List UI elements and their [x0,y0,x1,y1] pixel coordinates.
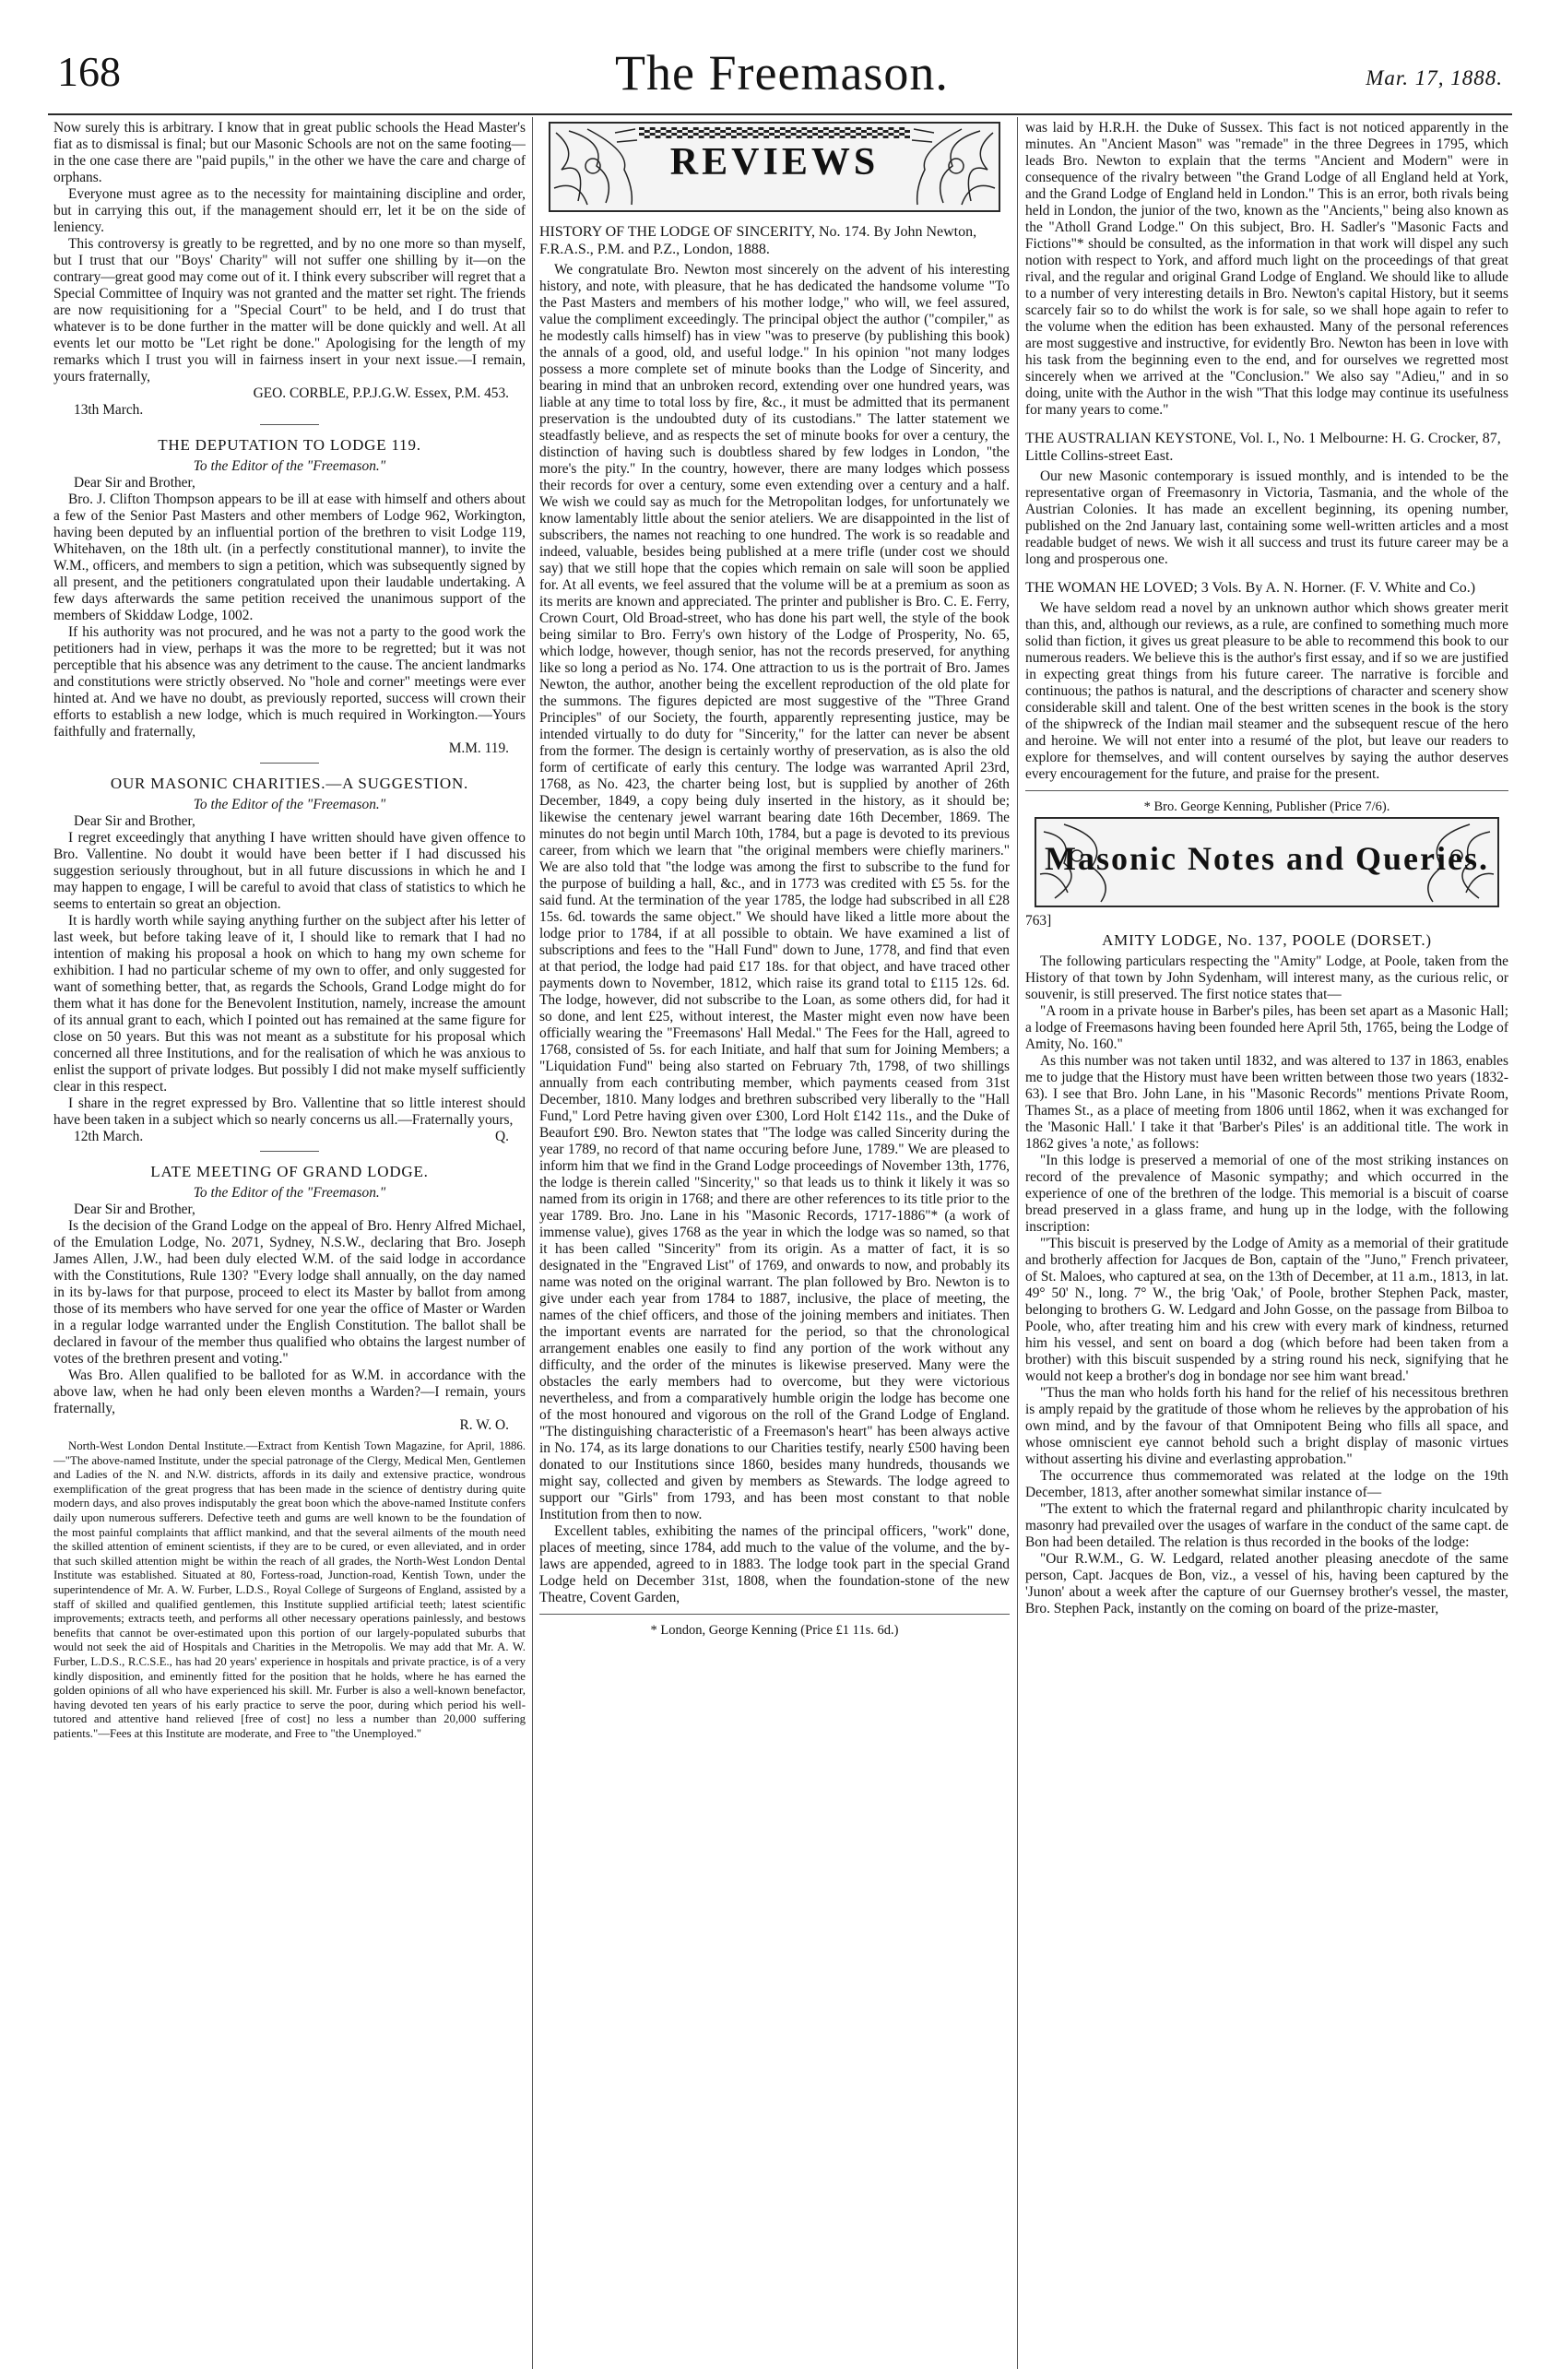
issue-date: Mar. 17, 1888. [1366,66,1503,89]
review-title: THE AUSTRALIAN KEYSTONE, Vol. I., No. 1 Melbourne: H. G. Crocker, 87, Little Collins-street East. [1025,431,1501,464]
letter-title: THE DEPUTATION TO LODGE 119. [158,436,421,454]
paragraph: "'This biscuit is preserved by the Lodge of Amity as a memorial of their gratitude and brotherly affection for Jacques de Bon, captain of the "Juno," French privateer, of St. Maloes, who captured at sea, on the 13th of December, at 11 a.m., 1813, in lat. 49° 50' N., long. 7° W., the brig 'Oak,' of Poole, brother Stephen Pack, master, belonging to brothers G. W. Ledgard and John Gosse, on the passage from Bilboa to Poole, who, after treating him and his crew with every mark of kindness, returned him his vessel, and sent on board a dog (which before had been taken from a brother) with this biscuit suspended by a string round his neck, signifying that he would not keep a brother's dog in bondage nor see him want bread.' [1025,1236,1508,1384]
signature: M.M. 119. [448,740,509,756]
paragraph: I share in the regret expressed by Bro. Vallentine that so little interest should have been taken in a subject which so nearly concerns us all.—Fraternally yours, [53,1095,526,1128]
paragraph: This controversy is greatly to be regretted, and by no one more so than myself, but I trust that our "Boys' Charity" will not suffer one shilling by it—on the contrary—great good may come out of it. I think every subscriber will regret that a Special Committee of Inquiry was not granted and the matter set right. The friends are now requisitioning for a "Special Court" to be held, and I do trust that whatever is to be done further in the matter will be done quickly and well. At all events let our motto be "Let right be done." Apologising for the length of my remarks which I trust you will in fairness insert in your next issue.—I remain, yours fraternally, [53,236,526,385]
header-rule [48,113,1512,115]
checker-border-top-icon [639,127,910,138]
paragraph: Is the decision of the Grand Lodge on the appeal of Bro. Henry Alfred Michael, of the Emulation Lodge, No. 2071, Sydney, N.S.W., declaring that Bro. Joseph James Allen, J.W., had been duly elected W.M. of the said lodge in accordance with the Constitutions, Rule 130? "Every lodge shall annually, on the day named in its by-laws for that purpose, proceed to elect its Master by ballot from among those of its members who have served for one year the office of Master or Warden in a regular lodge warranted under the English Constitution. The ballot shall be declared in favour of the member thus qualified who obtains the largest number of votes of the brethren present and voting." [53,1218,526,1367]
separator [260,424,319,425]
letter-title: OUR MASONIC CHARITIES.—A SUGGESTION. [110,775,469,792]
letter-date-text: 12th March. [74,1129,144,1144]
paragraph: We have seldom read a novel by an unknown author which shows greater merit than this, and, although our reviews, as a rule, are confined to something much more solid than fiction, it gives us great pleasure to be able to recommend this book to our numerous readers. We believe this is the author's first essay, and if so we are justified in expecting great things from his future career. The narrative is forcible and continuous; the pathos is natural, and the descriptions of character and scenery show considerable skill and talent. One of the best written scenes in the book is the story of the shipwreck of the Indian mail steamer and the subsequent rescue of the hero and heroine. We will not enter into a resumé of the plot, but leave our readers to explore for themselves, and will content ourselves by saying the author deserves every encouragement for the future, and praise for the present. [1025,600,1508,782]
advertisement-dental: North-West London Dental Institute.—Extract from Kentish Town Magazine, for April, 1886.—"The above-named Institute, under the special patronage of the Clergy, Medical Men, Gentlemen and Ladies of the N. and N.W. districts, affords in its daily and extensive practice, wondrous exemplification of the great progress that has been made in the science of dentistry during quite modern days, and also proves indisputably the great boon which the above-named Institute confers daily upon numerous sufferers. Defective teeth and gums are well known to be the foundation of the most painful complaints that afflict mankind, and that the several ailments of the mouth need the skilled attention of eminent scientists, if they are to be cured, or even alleviated, and in order that such skilled attention might be within the reach of all grades, the North-West London Dental Institute was established. Situated at 80, Fortess-road, Junction-road, Kentish Town, under the superintendence of Mr. A. W. Furber, L.D.S., Royal College of Surgeons of England, assisted by a staff of skilled and qualified gentlemen, this Institute supplied artificial teeth; latest scientific improvements; extracts teeth, and performs all other necessary operations painlessly, and bestows benefits that cannot be over-estimated upon this portion of our largely-populated suburbs that would not seek the aid of Hospitals and Charities in the Metropolis. We may add that Mr. A. W. Furber, L.D.S., R.C.S.E., has had 20 years' experience in hospitals and private practice, is of a very kindly disposition, and eminently fitted for the position that he holds, where he has earned the golden opinions of all who have experienced his skill. Mr. Furber is also a well-known benefactor, having devoted ten years of his early practice to serve the poor, during which period his well-tutored and attentive hand relieved [free of cost] no less a number than 20,000 suffering patients."—Fees at this Institute are moderate, and Free to "the Unemployed." [53,1439,526,1740]
paragraph: "Our R.W.M., G. W. Ledgard, related another pleasing anecdote of the same person, Capt. Jacques de Bon, viz., a vessel of his, having been captured by the 'Junon' about a week after the capture of our Guernsey brother's vessel, the master, Bro. Stephen Pack, instantly on the coming on board of the prize-master, [1025,1551,1508,1616]
paragraph: Everyone must agree as to the necessity for maintaining discipline and order, but in carrying this out, if the management should err, let it be on the side of leniency. [53,186,526,235]
paragraph: "A room in a private house in Barber's piles, has been set apart as a Masonic Hall; a lodge of Freemasons having been founded here April 5th, 1765, being the Lodge of Amity, No. 160." [1025,1003,1508,1052]
paragraph: I regret exceedingly that anything I have written should have given offence to Bro. Vallentine. No doubt it would have been better if I had discussed his suggestion seriously throughout, but in all future discussions in which he and I may happen to engage, I will be careful to avoid that class of statistics to which he seems to entertain so great an objection. [53,830,526,912]
letter-title: LATE MEETING OF GRAND LODGE. [150,1163,429,1180]
column-left [53,120,526,2370]
page-number: 168 [57,48,121,95]
paragraph: "In this lodge is preserved a memorial of one of the most striking instances on record of the prevalence of Masonic sympathy; and which occurred in the experience of one of the brethren of the lodge. This memorial is a biscuit of coarse bread preserved in a glass frame, and hung up in the lodge, with the following inscription: [1025,1153,1508,1235]
salutation: Dear Sir and Brother, [74,813,195,829]
masthead-title: The Freemason. [615,45,949,101]
signature: Q. [495,1129,509,1144]
column-divider [532,117,533,2369]
paragraph: Was Bro. Allen qualified to be balloted for as W.M. in accordance with the above law, when he had only been eleven months a Warden?—I remain, yours fraternally, [53,1368,526,1416]
signature: GEO. CORBLE, P.P.J.G.W. Essex, P.M. 453. [253,385,509,401]
signature: R. W. O. [459,1417,509,1433]
paragraph: Excellent tables, exhibiting the names of the principal officers, "work" done, places of meeting, since 1784, add much to the value of the volume, and the by-laws are appended, agreed to in 1883. The lodge took part in the special Grand Lodge held on December 31st, 1808, when the foundation-stone of the new Theatre, Covent Garden, [539,1523,1010,1605]
page-header [53,46,1510,107]
letter-date [53,1129,526,1145]
review-title: HISTORY OF THE LODGE OF SINCERITY, No. 174. By John Newton, F.R.A.S., P.M. and P.Z., London, 1888. [539,224,977,257]
paragraph: The occurrence thus commemorated was related at the lodge on the 19th December, 1813, after another somewhat similar instance of— [1025,1468,1508,1500]
letter-date: 13th March. [74,402,144,418]
paragraph: If his authority was not procured, and he was not a party to the good work the petitioners had in view, perhaps it was the more to be regretted; but it was not perceptible that his absence was any detriment to the cause. The ancient landmarks and constitutions were strictly observed. No "hole and corner" meetings were ever hinted at. And we have no doubt, as previously reported, success will crown their efforts to establish a new lodge, which is much required in Workington.—Yours faithfully and fraternally, [53,624,526,740]
paragraph: Our new Masonic contemporary is issued monthly, and is intended to be the representative organ of Freemasonry in Victoria, Tasmania, and the whole of the Austrian Colonies. It has made an excellent beginning, its opening number, published on the 2nd January last, containing some well-written articles and a most readable budget of news. We wish it all success and trust its future career may be a long and prosperous one. [1025,468,1508,567]
paragraph: "The extent to which the fraternal regard and philanthropic charity inculcated by masonry had prevailed over the usages of warfare in the conduct of the same capt. de Bon had been detailed. The relation is thus recorded in the books of the lodge: [1025,1501,1508,1550]
review-title: THE WOMAN HE LOVED; 3 Vols. By A. N. Horner. (F. V. White and Co.) [1025,580,1476,596]
salutation: Dear Sir and Brother, [74,475,195,491]
banner-title: REVIEWS [669,141,880,184]
paragraph: The following particulars respecting the "Amity" Lodge, at Poole, taken from the History of that town by John Sydenham, will interest many, as the curious relic, or souvenir, is still preserved. The first notice states that— [1025,953,1508,1002]
notes-queries-banner [1035,817,1499,907]
paragraph: As this number was not taken until 1832, and was altered to 137 in 1863, enables me to judge that the History must have been written between those two years (1832-63). I see that Bro. John Lane, in his "Masonic Records" mentions Private Room, Thames St., as a place of meeting from 1806 until 1862, when it was exchanged for the 'Masonic Hall.' I take it that 'Barber's Piles' is an additional title. The work in 1862 gives 'a note,' as follows: [1025,1053,1508,1152]
paragraph: Now surely this is arbitrary. I know that in great public schools the Head Master's fiat as to dismissal is final; but our Masonic Schools are not on the same footing—in the one case there are "paid pupils," in the other we have the care and charge of orphans. [53,120,526,185]
separator [260,763,319,764]
footnote: * Bro. George Kenning, Publisher (Price 7/6). [1143,799,1390,814]
query-title: AMITY LODGE, No. 137, POOLE (DORSET.) [1102,931,1432,949]
letter-addressee: To the Editor of the "Freemason." [193,1185,386,1201]
separator [539,1614,1010,1615]
letter-addressee: To the Editor of the "Freemason." [193,797,386,812]
letter-addressee: To the Editor of the "Freemason." [193,458,386,474]
banner-title: Masonic Notes and Queries. [1045,840,1489,877]
paragraph: We congratulate Bro. Newton most sincerely on the advent of his interesting history, and note, with pleasure, that he has dedicated the handsome volume "To the Past Masters and members of his mother lodge," who will, we feel assured, value the compliment exceedingly. The principal object the author ("compiler," as he modestly calls himself) has in view "was to preserve (by publishing this book) the annals of a good, old, and useful lodge." In his opinion "not many lodges possess a more complete set of minute books than the Lodge of Sincerity, and bearing in mind that an unbroken record, extending over one hundred years, was liable at any time to total loss by fire, &c., it must be admitted that its permanent preservation is the undoubted duty of its custodians." The latter statement we steadfastly believe, and as respects the set of minute books for over a century, the distinction of having such is doubtless shared by few lodges in London, "the more's the pity." In the country, however, there are many lodges which possess their records for over a century, some even extending over a century and a half. We wish we could say as much for the Metropolitan lodges, for unfortunately we know lamentably little about the senior ateliers. We are disappointed in the list of subscribers, the names not reaching to one hundred. The work is so readable and indeed, valuable, besides being published at a mere trifle (under cost we should say) that we still hope that the copies which remain on sale will soon be applied for. At all events, we feel assured that the volume will be at a premium as soon as its merits are known and appreciated. The printer and publisher is Bro. C. E. Ferry, Crown Court, Old Broad-street, who has done his part well, the style of the book being similar to Bro. Ferry's own history of the Lodge of Prosperity, No. 65, which lodge, however, though senior, has not the records preserved, for anything like so long a period as No. 174. One attraction to us is the portrait of Bro. James Newton, the author, another being the excellent reproduction of the old plate for the summons. The figures depicted are most suggestive of the "Three Grand Principles" of our Society, the fourth, apparently representing justice, may be intended virtually to do duty for "Sincerity," for the latter can never be absent from the former. The design is certainly worthy of preservation, as is also the old form of certificate of early this century. The lodge was warranted April 23rd, 1768, as No. 423, the charter being lost, but is supplied by another of 26th December, 1849, a copy being duly inserted in the history, as it should be; likewise the centenary jewel warrant bearing date 16th December, 1869. The minutes do not begin until March 10th, 1784, but a page is devoted to its previous career, from which we learn that "the original members were chiefly mariners." We are also told that "the lodge was among the first to subscribe to the fund for the purpose of building a hall, &c., and in 1773 was credited with £5 5s. for the said fund. At the termination of the year 1785, the lodge had subscribed in all £28 15s. 6d. towards the same object." We should have liked a little more about the lodge prior to 1784, if at all possible to obtain. We have examined a list of subscriptions and fees to the "Hall Fund" down to June, 1778, and find that even at that period, the lodge had paid £17 18s. for that object, and have traced other payments down to November, 1812, which raise its grand total to £115 12s. 6d. The lodge, however, did not subscribe to the Loan, as some others did, for had it so done, and lent £25, without interest, the Master might even now have been officially wearing the "Freemasons' Hall Medal." The Fees for the Hall, agreed to 1768, consisted of 5s. for each Initiate, and half that sum for Joining Members; a "Liquidation Fund" being also started on February 7th, 1798, of two shillings annually from each contributing member, which payments ceased from 31st December, 1810. Many lodges and brethren subscribed very liberally to the "Hall Fund," Lord Petre having given over £300, Lord Holt £142 11s., and the Duke of Beaufort £90. Bro. Newton states that "The lodge was called Sincerity during the year 1789, no record of that name occuring before June, 1789." We are pleased to inform him that we find in the Grand Lodge proceedings of November 13th, 1776, the lodge is therein called "Sincerity," so that leads us to think it likely it was so named from its origin in 1768; and there are other references to its title prior to the year 1789. Bro. Jno. Lane in his "Masonic Records, 1717-1886"* (a work of immense value), gives 1768 as the year in which the lodge was so named, so that it has been called "Sincerity" from its origin. As a matter of fact, it is so designated in the "Engraved List" of 1769, and onwards to now, and probably its name was noted on the original warrant. The plan followed by Bro. Newton is to give under each year from 1784 to 1887, inclusive, the place of meeting, the names of the chief officers, and those of the joining members and initiates. Then the important events are narrated for the period, so that the chronological arrangement enables one easily to find any portion of the work without any difficulty, and the order of the minutes is likewise preserved. Many were the obstacles the early members had to overcome, but they were victorious nevertheless, and from a comparatively humble origin the lodge has become one of the most honoured and vigorous on the roll of the Grand Lodge of England. "The distinguishing characteristic of a Freemason's heart" has been always active in No. 174, as its large donations to our Charities testify, nearly £500 having been donated to our Institutions since 1860, besides many hundreds, thousands we might say, collected and given by members as Stewards. The lodge agreed to support our "Girls" from 1793, and has been most constant to that noble Institution from then to now. [539,262,1010,1522]
column-right [1025,120,1508,2370]
column-middle [539,120,1010,2370]
paragraph: "Thus the man who holds forth his hand for the relief of his necessitous brethren is amply repaid by the gratitude of those whom he relieves by the approbation of his own mind, and by the favour of that Omnipotent Being who fills all space, and whose omniscient eye cannot behold such a bright display of masonic virtues without asserting his divine and everlasting approbation." [1025,1385,1508,1467]
paragraph: was laid by H.R.H. the Duke of Sussex. This fact is not noticed apparently in the minutes. An "Ancient Mason" was "remade" in the three Degrees in 1795, which leads Bro. Newton to explain that the terms "Ancient and Modern" were in consequence of the rivalry between "the Grand Lodge of all England held at York, and the Grand Lodge of England held in London." This is an error, both rivals being held in London, the junior of the two, known as the "Ancients," being also known as the "Atholl Grand Lodge." On this subject, Bro. H. Sadler's "Masonic Facts and Fictions"* should be consulted, as the information in that work will dispel any such notion with respect to York, and afford much light on the proceedings of that great rival, and the regular and original Grand Lodge of England. We should like to allude to a number of very interesting details in Bro. Newton's capital History, but it seems scarcely fair so to do whilst the work is for sale, so we shall hope again to refer to the volume when the edition has been exhausted. Many of the personal references are most suggestive and instructive, for evidently Bro. Newton has been in love with his task from the beginning even to the end, and for ourselves we regretted most sincerely when we arrived at the "Conclusion." We also say "Adieu," and in so doing, unite with the Author in the wish "That this lodge may continue its usefulness for many years to come." [1025,120,1508,418]
separator [260,1151,319,1152]
reviews-banner [549,122,1000,212]
column-divider [1017,117,1018,2369]
paragraph: Bro. J. Clifton Thompson appears to be ill at ease with himself and others about a few of the Senior Past Masters and other members of Lodge 962, Workington, having been deputed by an influential portion of the brethren to visit Lodge 119, Whitehaven, on the 18th ult. (in a perfectly constitutional manner), to invite the W.M., officers, and members to sign a petition, which was subsequently signed by all present, and the petitioners congratulated upon their laudable undertaking. A few days afterwards the same petition received the unanimous support of the members of Skiddaw Lodge, 1002. [53,491,526,623]
separator [1025,790,1508,791]
paragraph: It is hardly worth while saying anything further on the subject after his letter of last week, but before taking leave of it, I should like to remark that I had no intention of making his proposal a hook on which to hang my own scheme for exhibition. I had no particular scheme of my own to offer, and only suggested for want of something better, that, as regards the Schools, Grand Lodge might do for them what it has done for the Benevolent Institution, namely, increase the amount of its annual grant to each, which I pointed out has remained at the same figure for close on 50 years. But this was not meant as a substitute for his proposal which concerned all three Institutions, and for the realisation of which he was anxious to enlist the support of private lodges. But possibly I did not make myself sufficiently clear in this respect. [53,913,526,1095]
salutation: Dear Sir and Brother, [74,1202,195,1217]
query-number: 763] [1025,913,1052,929]
footnote: * London, George Kenning (Price £1 11s. 6d.) [650,1623,899,1638]
